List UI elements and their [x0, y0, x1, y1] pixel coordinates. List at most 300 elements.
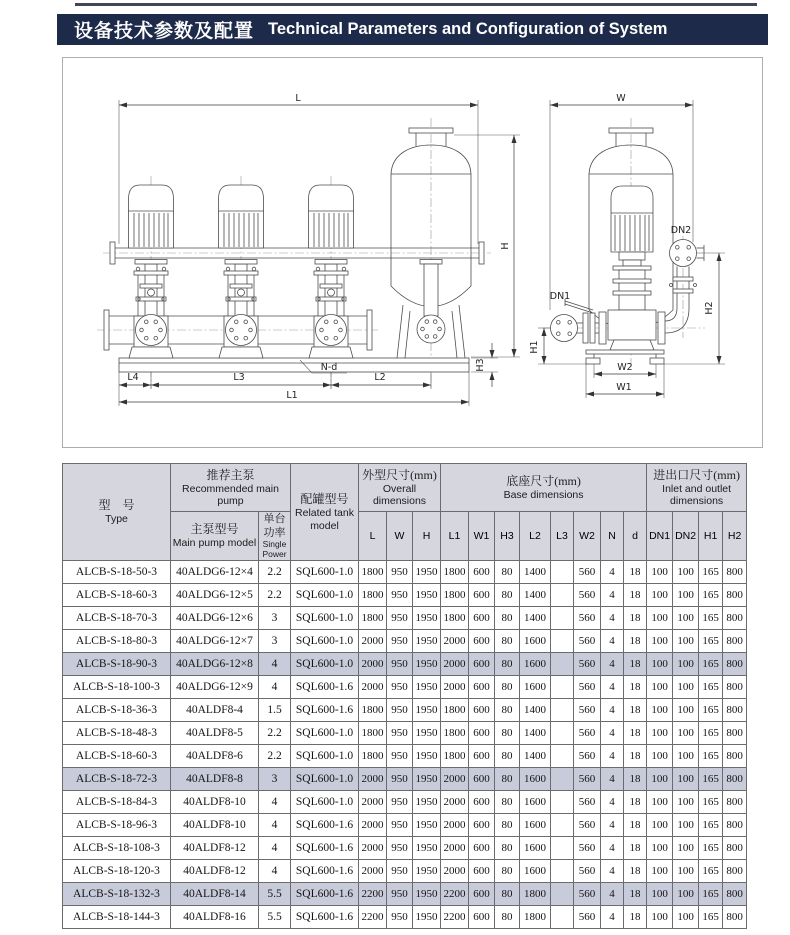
dim-value: 2000	[441, 653, 469, 676]
dim-value: 1600	[520, 837, 551, 860]
dim-value: 600	[469, 791, 495, 814]
dim-value: 600	[469, 906, 495, 929]
dim-value	[551, 561, 574, 584]
dim-value: 18	[624, 676, 647, 699]
dim-value: 600	[469, 699, 495, 722]
dim-value: 950	[387, 699, 413, 722]
dim-value	[551, 630, 574, 653]
dim-value: 100	[673, 860, 699, 883]
col-header-DN1: DN1	[647, 512, 673, 561]
dim-value: 950	[387, 906, 413, 929]
dim-value	[551, 791, 574, 814]
dim-label-L: L	[295, 93, 301, 104]
dim-value: 560	[574, 745, 601, 768]
dim-value: 950	[387, 791, 413, 814]
dim-value	[551, 676, 574, 699]
table-row	[63, 906, 747, 929]
outlet-piping	[658, 240, 704, 345]
dim-value: 1800	[441, 607, 469, 630]
pump-model: 40ALDF8-8	[171, 768, 259, 791]
tank-model: SQL600-1.0	[291, 768, 359, 791]
dim-value: 950	[387, 653, 413, 676]
dim-value: 560	[574, 584, 601, 607]
col-header-type: 型 号 Type	[63, 464, 171, 561]
dim-value: 1600	[520, 860, 551, 883]
table-row	[63, 653, 747, 676]
dim-value: 18	[624, 745, 647, 768]
dim-value: 100	[647, 860, 673, 883]
tank-model: SQL600-1.6	[291, 883, 359, 906]
dim-value: 1400	[520, 722, 551, 745]
dim-value: 1800	[520, 883, 551, 906]
dim-value: 18	[624, 860, 647, 883]
dim-value: 560	[574, 722, 601, 745]
dim-label-H2: H2	[704, 301, 715, 315]
single-power: 2.2	[259, 561, 291, 584]
dim-value: 2000	[441, 837, 469, 860]
dim-value: 1400	[520, 584, 551, 607]
single-power: 4	[259, 791, 291, 814]
model-type: ALCB-S-18-132-3	[63, 883, 171, 906]
dim-value: 100	[673, 768, 699, 791]
dim-value: 80	[495, 722, 520, 745]
dim-value: 18	[624, 768, 647, 791]
dim-value: 18	[624, 791, 647, 814]
dim-label-W: W	[616, 93, 626, 104]
single-power: 3	[259, 630, 291, 653]
dim-value: 2200	[441, 883, 469, 906]
dim-label-W1: W1	[616, 382, 632, 393]
tank-model: SQL600-1.0	[291, 722, 359, 745]
dim-value: 1800	[359, 699, 387, 722]
dim-value: 80	[495, 745, 520, 768]
dim-value: 2000	[359, 860, 387, 883]
pump-model: 40ALDG6-12×9	[171, 676, 259, 699]
tank-model: SQL600-1.6	[291, 676, 359, 699]
dim-value: 100	[647, 814, 673, 837]
dim-value: 600	[469, 561, 495, 584]
table-row	[63, 860, 747, 883]
dim-value: 100	[647, 883, 673, 906]
dim-value: 4	[601, 676, 624, 699]
inlet-piping	[551, 299, 607, 344]
single-power: 2.2	[259, 584, 291, 607]
col-header-L1: L1	[441, 512, 469, 561]
dim-value: 165	[699, 699, 723, 722]
model-type: ALCB-S-18-36-3	[63, 699, 171, 722]
dim-value: 1600	[520, 768, 551, 791]
dim-value: 1950	[413, 653, 441, 676]
model-type: ALCB-S-18-80-3	[63, 630, 171, 653]
dim-value	[551, 607, 574, 630]
dim-value: 18	[624, 837, 647, 860]
dim-value: 18	[624, 630, 647, 653]
model-type: ALCB-S-18-120-3	[63, 860, 171, 883]
col-header-N: N	[601, 512, 624, 561]
dim-value: 4	[601, 607, 624, 630]
tank-model: SQL600-1.0	[291, 561, 359, 584]
dim-value: 165	[699, 906, 723, 929]
table-row	[63, 722, 747, 745]
dim-value: 80	[495, 791, 520, 814]
col-header-W1: W1	[469, 512, 495, 561]
single-power: 4	[259, 814, 291, 837]
pump-model: 40ALDG6-12×5	[171, 584, 259, 607]
model-type: ALCB-S-18-84-3	[63, 791, 171, 814]
dim-value: 100	[673, 607, 699, 630]
dim-value: 100	[647, 768, 673, 791]
col-header-pump-model: 主泵型号 Main pump model	[171, 512, 259, 561]
dim-value: 600	[469, 630, 495, 653]
dim-value: 600	[469, 883, 495, 906]
dim-value: 600	[469, 837, 495, 860]
dim-value: 1950	[413, 676, 441, 699]
pump-model: 40ALDG6-12×4	[171, 561, 259, 584]
pump-model: 40ALDF8-10	[171, 791, 259, 814]
dim-value: 1950	[413, 906, 441, 929]
dim-value: 100	[647, 607, 673, 630]
dim-value: 560	[574, 653, 601, 676]
tank-model: SQL600-1.6	[291, 814, 359, 837]
dim-value	[551, 814, 574, 837]
dim-value: 1600	[520, 814, 551, 837]
dim-value: 165	[699, 837, 723, 860]
dim-value: 80	[495, 906, 520, 929]
dim-value: 2200	[359, 883, 387, 906]
dim-value: 1950	[413, 791, 441, 814]
single-power: 4	[259, 837, 291, 860]
dim-value: 800	[723, 699, 747, 722]
dim-value: 1950	[413, 860, 441, 883]
dim-value: 560	[574, 607, 601, 630]
pump-model: 40ALDF8-14	[171, 883, 259, 906]
dim-value: 18	[624, 584, 647, 607]
col-header-H3: H3	[495, 512, 520, 561]
dim-value: 560	[574, 837, 601, 860]
tank-model: SQL600-1.0	[291, 630, 359, 653]
tank-model: SQL600-1.6	[291, 699, 359, 722]
col-header-DN2: DN2	[673, 512, 699, 561]
dim-value: 80	[495, 837, 520, 860]
col-header-W: W	[387, 512, 413, 561]
dim-value: 4	[601, 814, 624, 837]
dim-value: 100	[673, 653, 699, 676]
dim-value: 1800	[441, 699, 469, 722]
col-header-L3: L3	[551, 512, 574, 561]
dim-value: 950	[387, 630, 413, 653]
dim-value: 1950	[413, 814, 441, 837]
pump-model: 40ALDF8-16	[171, 906, 259, 929]
dim-value: 165	[699, 791, 723, 814]
single-power: 5.5	[259, 906, 291, 929]
dim-value	[551, 837, 574, 860]
col-header-W2: W2	[574, 512, 601, 561]
table-row	[63, 837, 747, 860]
col-group-base-dimensions: 底座尺寸(mm) Base dimensions	[441, 464, 647, 512]
dim-value: 950	[387, 860, 413, 883]
dim-value	[551, 745, 574, 768]
dim-value: 800	[723, 768, 747, 791]
dim-value: 800	[723, 837, 747, 860]
dim-value: 2000	[359, 676, 387, 699]
dim-value: 560	[574, 906, 601, 929]
dim-value: 100	[673, 837, 699, 860]
dim-value: 4	[601, 630, 624, 653]
dim-value: 560	[574, 768, 601, 791]
dim-value: 80	[495, 768, 520, 791]
dim-value: 800	[723, 860, 747, 883]
col-group-recommended-pump: 推荐主泵 Recommended main pump	[171, 464, 291, 512]
single-power: 1.5	[259, 699, 291, 722]
dim-value: 165	[699, 561, 723, 584]
dim-value	[551, 699, 574, 722]
dim-label-H3: H3	[475, 358, 486, 372]
dim-value: 100	[673, 561, 699, 584]
dim-value: 560	[574, 860, 601, 883]
dim-value: 18	[624, 607, 647, 630]
dim-value: 1950	[413, 722, 441, 745]
single-power: 2.2	[259, 745, 291, 768]
dim-label-L1: L1	[286, 390, 298, 401]
dim-value: 80	[495, 814, 520, 837]
dim-value: 2000	[441, 814, 469, 837]
dim-value: 560	[574, 814, 601, 837]
dim-value: 600	[469, 607, 495, 630]
table-row	[63, 699, 747, 722]
model-type: ALCB-S-18-144-3	[63, 906, 171, 929]
pump-unit-3	[309, 185, 354, 358]
pump-model: 40ALDF8-10	[171, 814, 259, 837]
dim-value: 1800	[441, 722, 469, 745]
model-type: ALCB-S-18-72-3	[63, 768, 171, 791]
dim-value: 950	[387, 561, 413, 584]
pump-model: 40ALDF8-12	[171, 860, 259, 883]
dim-value: 1400	[520, 699, 551, 722]
dim-value: 560	[574, 791, 601, 814]
dim-value: 4	[601, 722, 624, 745]
model-type: ALCB-S-18-90-3	[63, 653, 171, 676]
section-title-en: Technical Parameters and Configuration of System	[268, 20, 668, 38]
side-view	[529, 93, 725, 398]
dim-value: 2000	[441, 630, 469, 653]
dim-value: 1950	[413, 745, 441, 768]
dim-value: 165	[699, 653, 723, 676]
table-row	[63, 561, 747, 584]
dim-value: 100	[673, 630, 699, 653]
dim-value: 18	[624, 561, 647, 584]
dim-value: 165	[699, 883, 723, 906]
dim-label-L4: L4	[127, 372, 139, 383]
tank-model: SQL600-1.0	[291, 653, 359, 676]
dim-value: 100	[673, 676, 699, 699]
dim-value: 1800	[441, 745, 469, 768]
model-type: ALCB-S-18-96-3	[63, 814, 171, 837]
dim-value	[551, 860, 574, 883]
dim-label-W2: W2	[617, 362, 633, 373]
dim-value: 1800	[359, 584, 387, 607]
dim-value: 1950	[413, 883, 441, 906]
dim-value: 560	[574, 630, 601, 653]
col-group-overall-dimensions: 外型尺寸(mm) Overall dimensions	[359, 464, 441, 512]
dim-value: 1400	[520, 745, 551, 768]
dim-label-L3: L3	[233, 372, 245, 383]
dim-value: 165	[699, 745, 723, 768]
front-view	[97, 93, 520, 406]
dim-value: 2000	[441, 768, 469, 791]
dim-value: 100	[673, 722, 699, 745]
dim-value: 165	[699, 722, 723, 745]
dim-value: 1800	[520, 906, 551, 929]
dim-value: 950	[387, 745, 413, 768]
model-type: ALCB-S-18-60-3	[63, 584, 171, 607]
dim-value: 2000	[359, 768, 387, 791]
pump-model: 40ALDG6-12×6	[171, 607, 259, 630]
dim-value: 1800	[359, 607, 387, 630]
dim-label-Nd: N-d	[320, 362, 338, 373]
dim-value: 100	[673, 699, 699, 722]
dim-value: 1800	[359, 722, 387, 745]
dim-value: 80	[495, 630, 520, 653]
dim-value: 100	[673, 791, 699, 814]
dim-value: 2000	[359, 837, 387, 860]
pump-unit-side	[608, 186, 656, 350]
dim-value: 1950	[413, 630, 441, 653]
single-power: 4	[259, 676, 291, 699]
model-type: ALCB-S-18-108-3	[63, 837, 171, 860]
technical-drawing-panel	[62, 57, 763, 448]
dim-value: 800	[723, 883, 747, 906]
dim-value: 80	[495, 607, 520, 630]
dim-value: 100	[673, 745, 699, 768]
dim-value: 100	[647, 791, 673, 814]
table-row	[63, 745, 747, 768]
dim-value: 80	[495, 699, 520, 722]
table-body	[63, 561, 747, 929]
single-power: 2.2	[259, 722, 291, 745]
dim-value: 4	[601, 653, 624, 676]
pump-unit-2	[219, 185, 264, 358]
table-row	[63, 584, 747, 607]
dim-value: 1800	[359, 561, 387, 584]
dim-value: 600	[469, 584, 495, 607]
single-power: 5.5	[259, 883, 291, 906]
dim-value: 100	[673, 814, 699, 837]
dim-value: 2000	[359, 653, 387, 676]
table-row	[63, 814, 747, 837]
dim-value: 4	[601, 883, 624, 906]
dim-value: 4	[601, 860, 624, 883]
col-header-H: H	[413, 512, 441, 561]
table-row	[63, 607, 747, 630]
tank-model: SQL600-1.6	[291, 837, 359, 860]
dim-value: 80	[495, 653, 520, 676]
dim-value: 800	[723, 814, 747, 837]
dim-value: 100	[647, 699, 673, 722]
tank-model: SQL600-1.6	[291, 860, 359, 883]
col-header-H1: H1	[699, 512, 723, 561]
dim-value: 800	[723, 722, 747, 745]
dim-value: 100	[673, 584, 699, 607]
section-title-bar	[57, 14, 768, 45]
dim-value: 100	[647, 584, 673, 607]
dim-value: 100	[673, 883, 699, 906]
pump-model: 40ALDF8-12	[171, 837, 259, 860]
dim-value: 1600	[520, 630, 551, 653]
dim-value: 600	[469, 676, 495, 699]
dim-value: 165	[699, 676, 723, 699]
section-title-zh: 设备技术参数及配置	[74, 21, 255, 42]
dim-value: 1800	[359, 745, 387, 768]
dim-value: 4	[601, 837, 624, 860]
pump-model: 40ALDG6-12×8	[171, 653, 259, 676]
dim-label-DN1: DN1	[549, 291, 571, 302]
dim-value: 2200	[441, 906, 469, 929]
dim-value: 950	[387, 814, 413, 837]
tank-model: SQL600-1.0	[291, 745, 359, 768]
dim-value: 2000	[359, 814, 387, 837]
dim-value: 800	[723, 561, 747, 584]
dim-value: 1800	[441, 561, 469, 584]
dim-value: 4	[601, 791, 624, 814]
dim-value: 1950	[413, 837, 441, 860]
pump-model: 40ALDF8-4	[171, 699, 259, 722]
dim-value: 950	[387, 722, 413, 745]
dim-value: 600	[469, 722, 495, 745]
dim-value: 1800	[441, 584, 469, 607]
model-type: ALCB-S-18-70-3	[63, 607, 171, 630]
dim-value: 80	[495, 883, 520, 906]
dim-value: 2000	[441, 791, 469, 814]
dim-value: 1400	[520, 561, 551, 584]
table-row	[63, 676, 747, 699]
dim-value: 18	[624, 814, 647, 837]
dim-value	[551, 768, 574, 791]
dim-value: 80	[495, 584, 520, 607]
dim-value: 800	[723, 630, 747, 653]
dim-value	[551, 584, 574, 607]
dim-value: 4	[601, 768, 624, 791]
table-row	[63, 791, 747, 814]
pump-model: 40ALDF8-5	[171, 722, 259, 745]
dim-value: 2000	[441, 676, 469, 699]
dim-value: 4	[601, 906, 624, 929]
dim-value: 100	[647, 630, 673, 653]
dim-value: 950	[387, 676, 413, 699]
dim-value: 18	[624, 653, 647, 676]
col-header-d: d	[624, 512, 647, 561]
pump-unit-1	[129, 185, 174, 358]
dim-label-H: H	[500, 242, 511, 250]
dim-value: 1950	[413, 699, 441, 722]
pump-model: 40ALDG6-12×7	[171, 630, 259, 653]
dim-value: 18	[624, 699, 647, 722]
dim-value: 950	[387, 584, 413, 607]
col-header-H2: H2	[723, 512, 747, 561]
col-header-single-power: 单台功率 Single Power	[259, 512, 291, 561]
dim-value: 800	[723, 745, 747, 768]
dim-value: 560	[574, 883, 601, 906]
model-type: ALCB-S-18-48-3	[63, 722, 171, 745]
dim-value: 4	[601, 745, 624, 768]
dim-value: 1600	[520, 653, 551, 676]
single-power: 3	[259, 607, 291, 630]
tank-model: SQL600-1.0	[291, 584, 359, 607]
col-group-inlet-outlet-dimensions: 进出口尺寸(mm) Inlet and outlet dimensions	[647, 464, 747, 512]
dim-value: 18	[624, 883, 647, 906]
dim-label-L2: L2	[374, 372, 386, 383]
dim-value: 4	[601, 699, 624, 722]
dim-value: 800	[723, 607, 747, 630]
